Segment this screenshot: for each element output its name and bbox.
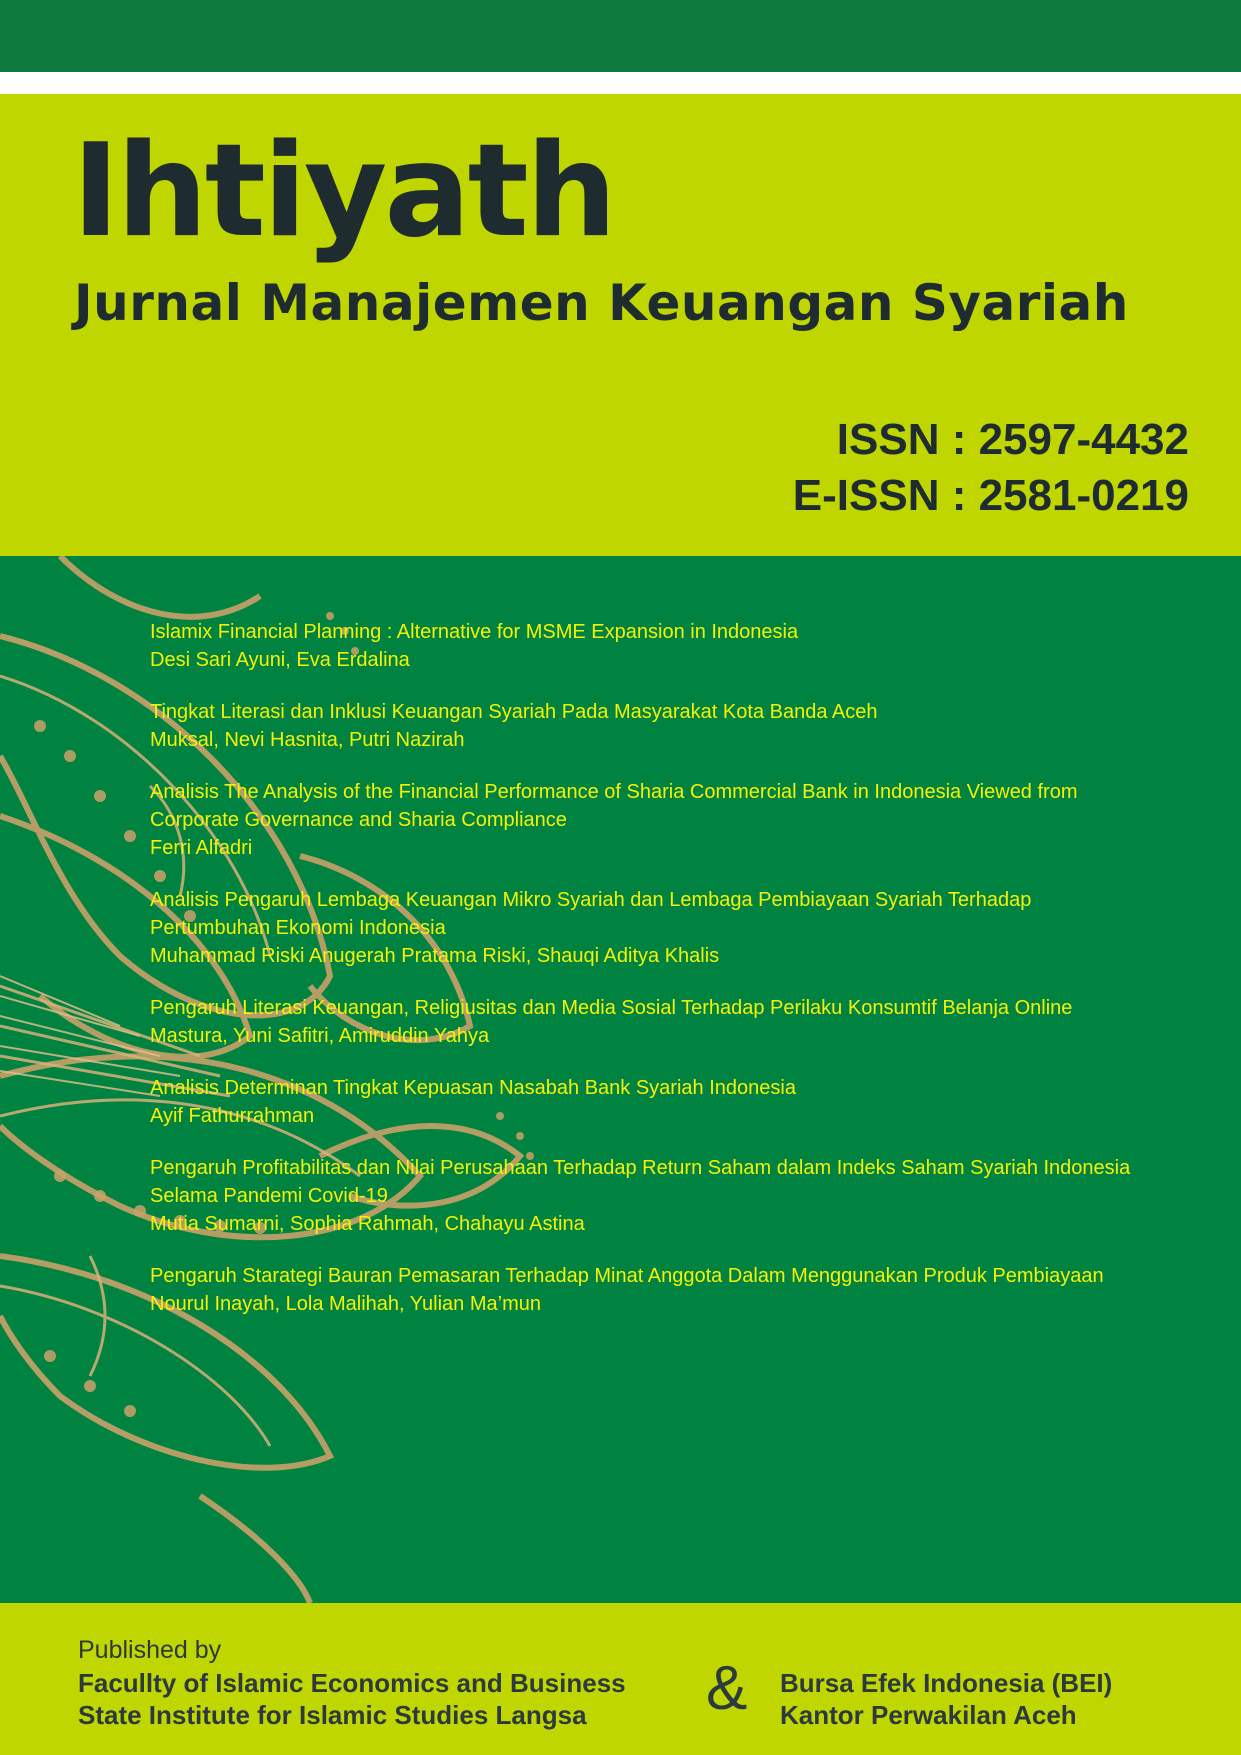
list-item (150, 618, 1150, 674)
article-title[interactable]: Analisis The Analysis of the Financial Performance of Sharia Commercial Bank in Indonesia Viewed from Corporate Governance and Sharia Compliance (150, 781, 1078, 831)
list-item (150, 698, 1150, 754)
table-of-contents-panel (0, 556, 1241, 1603)
partner-name: Bursa Efek Indonesia (BEI) (780, 1668, 1113, 1698)
article-authors: Ferri Alfadri (150, 837, 253, 859)
article-authors: Nourul Inayah, Lola Malihah, Yulian Ma’mun (150, 1293, 541, 1315)
article-authors: Desi Sari Ayuni, Eva Erdalina (150, 649, 410, 671)
article-title[interactable]: Pengaruh Starategi Bauran Pemasaran Terhadap Minat Anggota Dalam Menggunakan Produk Pembiayaan (150, 1265, 1104, 1287)
list-item (150, 994, 1150, 1050)
article-title[interactable]: Tingkat Literasi dan Inklusi Keuangan Syariah Pada Masyarakat Kota Banda Aceh (150, 701, 878, 723)
top-green-band (0, 0, 1241, 72)
article-title[interactable]: Pengaruh Literasi Keuangan, Religiusitas dan Media Sosial Terhadap Perilaku Konsumtif Belanja Online (150, 997, 1073, 1019)
journal-title: Ihtiyath (72, 117, 614, 266)
journal-subtitle: Jurnal Manajemen Keuangan Syariah (74, 274, 1129, 332)
partner-office: Kantor Perwakilan Aceh (780, 1700, 1077, 1730)
publisher-institute: State Institute for Islamic Studies Langsa (78, 1700, 587, 1730)
published-by-label: Published by (78, 1636, 222, 1664)
article-authors: Ayif Fathurrahman (150, 1105, 315, 1127)
publisher-name: Facullty of Islamic Economics and Business (78, 1668, 626, 1698)
list-item (150, 1074, 1150, 1130)
issn-print: ISSN : 2597-4432 (836, 415, 1189, 464)
article-authors: Muhammad Riski Anugerah Pratama Riski, Shauqi Aditya Khalis (150, 945, 720, 967)
article-title[interactable]: Analisis Determinan Tingkat Kepuasan Nasabah Bank Syariah Indonesia (150, 1077, 796, 1099)
article-authors: Muksal, Nevi Hasnita, Putri Nazirah (150, 729, 465, 751)
list-item (150, 1154, 1150, 1238)
article-authors: Mutia Sumarni, Sophia Rahmah, Chahayu Astina (150, 1213, 585, 1235)
list-item (150, 886, 1150, 970)
list-item (150, 1262, 1150, 1318)
article-authors: Mastura, Yuni Safitri, Amiruddin Yahya (150, 1025, 490, 1047)
article-list (150, 618, 1150, 1342)
ampersand-symbol: & (706, 1654, 748, 1723)
article-title[interactable]: Analisis Pengaruh Lembaga Keuangan Mikro Syariah dan Lembaga Pembiayaan Syariah Terhadap Pertumbuhan Ekonomi Indonesia (150, 889, 1032, 939)
list-item (150, 778, 1150, 862)
white-divider-strip (0, 72, 1241, 94)
issn-electronic: E-ISSN : 2581-0219 (792, 471, 1189, 520)
article-title[interactable]: Islamix Financial Planning : Alternative for MSME Expansion in Indonesia (150, 621, 799, 643)
article-title[interactable]: Pengaruh Profitabilitas dan Nilai Perusahaan Terhadap Return Saham dalam Indeks Saham Syariah Indonesia Selama Pandemi Covid-19 (150, 1157, 1131, 1207)
